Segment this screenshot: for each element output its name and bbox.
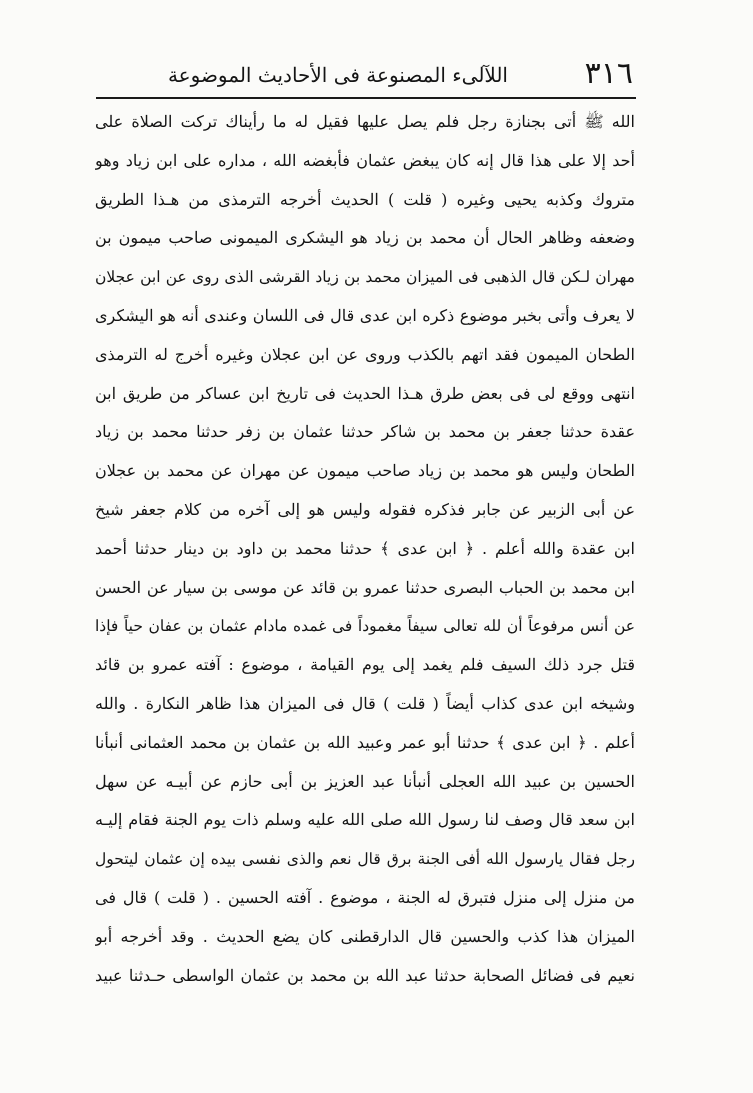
page-number: ٣١٦ <box>584 56 633 91</box>
body-text <box>95 103 635 995</box>
text-line: عن أنس مرفوعاً أن لله تعالى سيفاً مغموداً فى غمده مادام عثمان بن عفان حياً فإذا <box>95 617 635 636</box>
text-line: قتل جرد ذلك السيف فلم يغمد إلى يوم القيامة ، موضوع : آفته عمرو بن قائد <box>95 655 635 675</box>
text-line: أحد إلا على هذا قال إنه كان يبغض عثمان فأبغضه الله ، مداره على ابن زياد وهو <box>95 150 635 170</box>
text-line: الحسين بن عبيد الله العجلى أنبأنا عبد العزيز بن أبى حازم عن أبيـه عن سهل <box>95 771 635 791</box>
text-line: انتهى ووقع لى فى بعض طرق هـذا الحديث فى تاريخ ابن عساكر من طريق ابن <box>95 383 635 403</box>
text-line: الله ﷺ أتى بجنازة رجل فلم يصل عليها فقيل له ما رأيناك تركت الصلاة على <box>95 112 635 131</box>
text-line: مهران لـكن قال الذهبى فى الميزان محمد بن زياد القرشى الذى روى عن ابن عجلان <box>95 268 635 287</box>
text-line: وشيخه ابن عدى كذاب أيضاً ( قلت ) قال فى الميزان هذا ظاهر النكارة . والله <box>95 693 635 713</box>
text-line: من منزل إلى منزل فتبرق له الجنة ، موضوع . آفته الحسين . ( قلت ) قال فى <box>95 887 635 907</box>
text-line: ابن محمد بن الحباب البصرى حدثنا عمرو بن قائد عن موسى بن سيار عن الحسن <box>95 577 635 597</box>
header-rule <box>96 97 636 99</box>
text-line: الطحان وليس هو محمد بن زياد صاحب ميمون عن مهران عن محمد بن عجلان <box>95 461 635 481</box>
text-line: الطحان الميمون فقد اتهم بالكذب وروى عن ابن عجلان وغيره أخرج له الترمذى <box>95 344 635 364</box>
text-line: رجل فقال يارسول الله أفى الجنة برق قال نعم والذى نفسى بيده إن عثمان ليتحول <box>95 850 635 869</box>
text-line: نعيم فى فضائل الصحابة حدثنا عبد الله بن محمد بن عثمان الواسطى حـدثنا عبيد <box>95 965 635 985</box>
text-line: وضعفه وظاهر الحال أن محمد بن زياد هو اليشكرى الميمونى صاحب ميمون بن <box>95 228 635 248</box>
text-line: متروك وكذبه يحيى وغيره ( قلت ) الحديث أخرجه الترمذى من هـذا الطريق <box>95 189 635 209</box>
text-line: أعلم . ﴿ ابن عدى ﴾ حدثنا أبو عمر وعبيد الله بن عثمان بن محمد العثمانى أنبأنا <box>95 732 635 752</box>
text-line: عقدة حدثنا جعفر بن محمد بن شاكر حدثنا عثمان بن زفر حدثنا محمد بن زياد <box>95 422 635 442</box>
text-line: ابن عقدة والله أعلم . ﴿ ابن عدى ﴾ حدثنا محمد بن داود بن دينار حدثنا أحمد <box>95 538 635 558</box>
text-line: الميزان هذا كذب والحسين قال الدارقطنى كان يضع الحديث . وقد أخرجه أبو <box>95 926 635 946</box>
page-header <box>95 54 633 98</box>
text-line: عن أبى الزبير عن جابر فذكره فقوله وليس هو إلى آخره من كلام جعفر شيخ <box>95 499 635 519</box>
text-line: لا يعرف وأتى بخبر موضوع ذكره ابن عدى قال فى اللسان وعندى أنه هو اليشكرى <box>95 305 635 325</box>
running-title: اللآلىء المصنوعة فى الأحاديث الموضوعة <box>167 63 508 87</box>
text-line: ابن سعد قال وصف لنا رسول الله صلى الله عليه وسلم ذات يوم الجنة فقام إليـه <box>95 810 635 830</box>
